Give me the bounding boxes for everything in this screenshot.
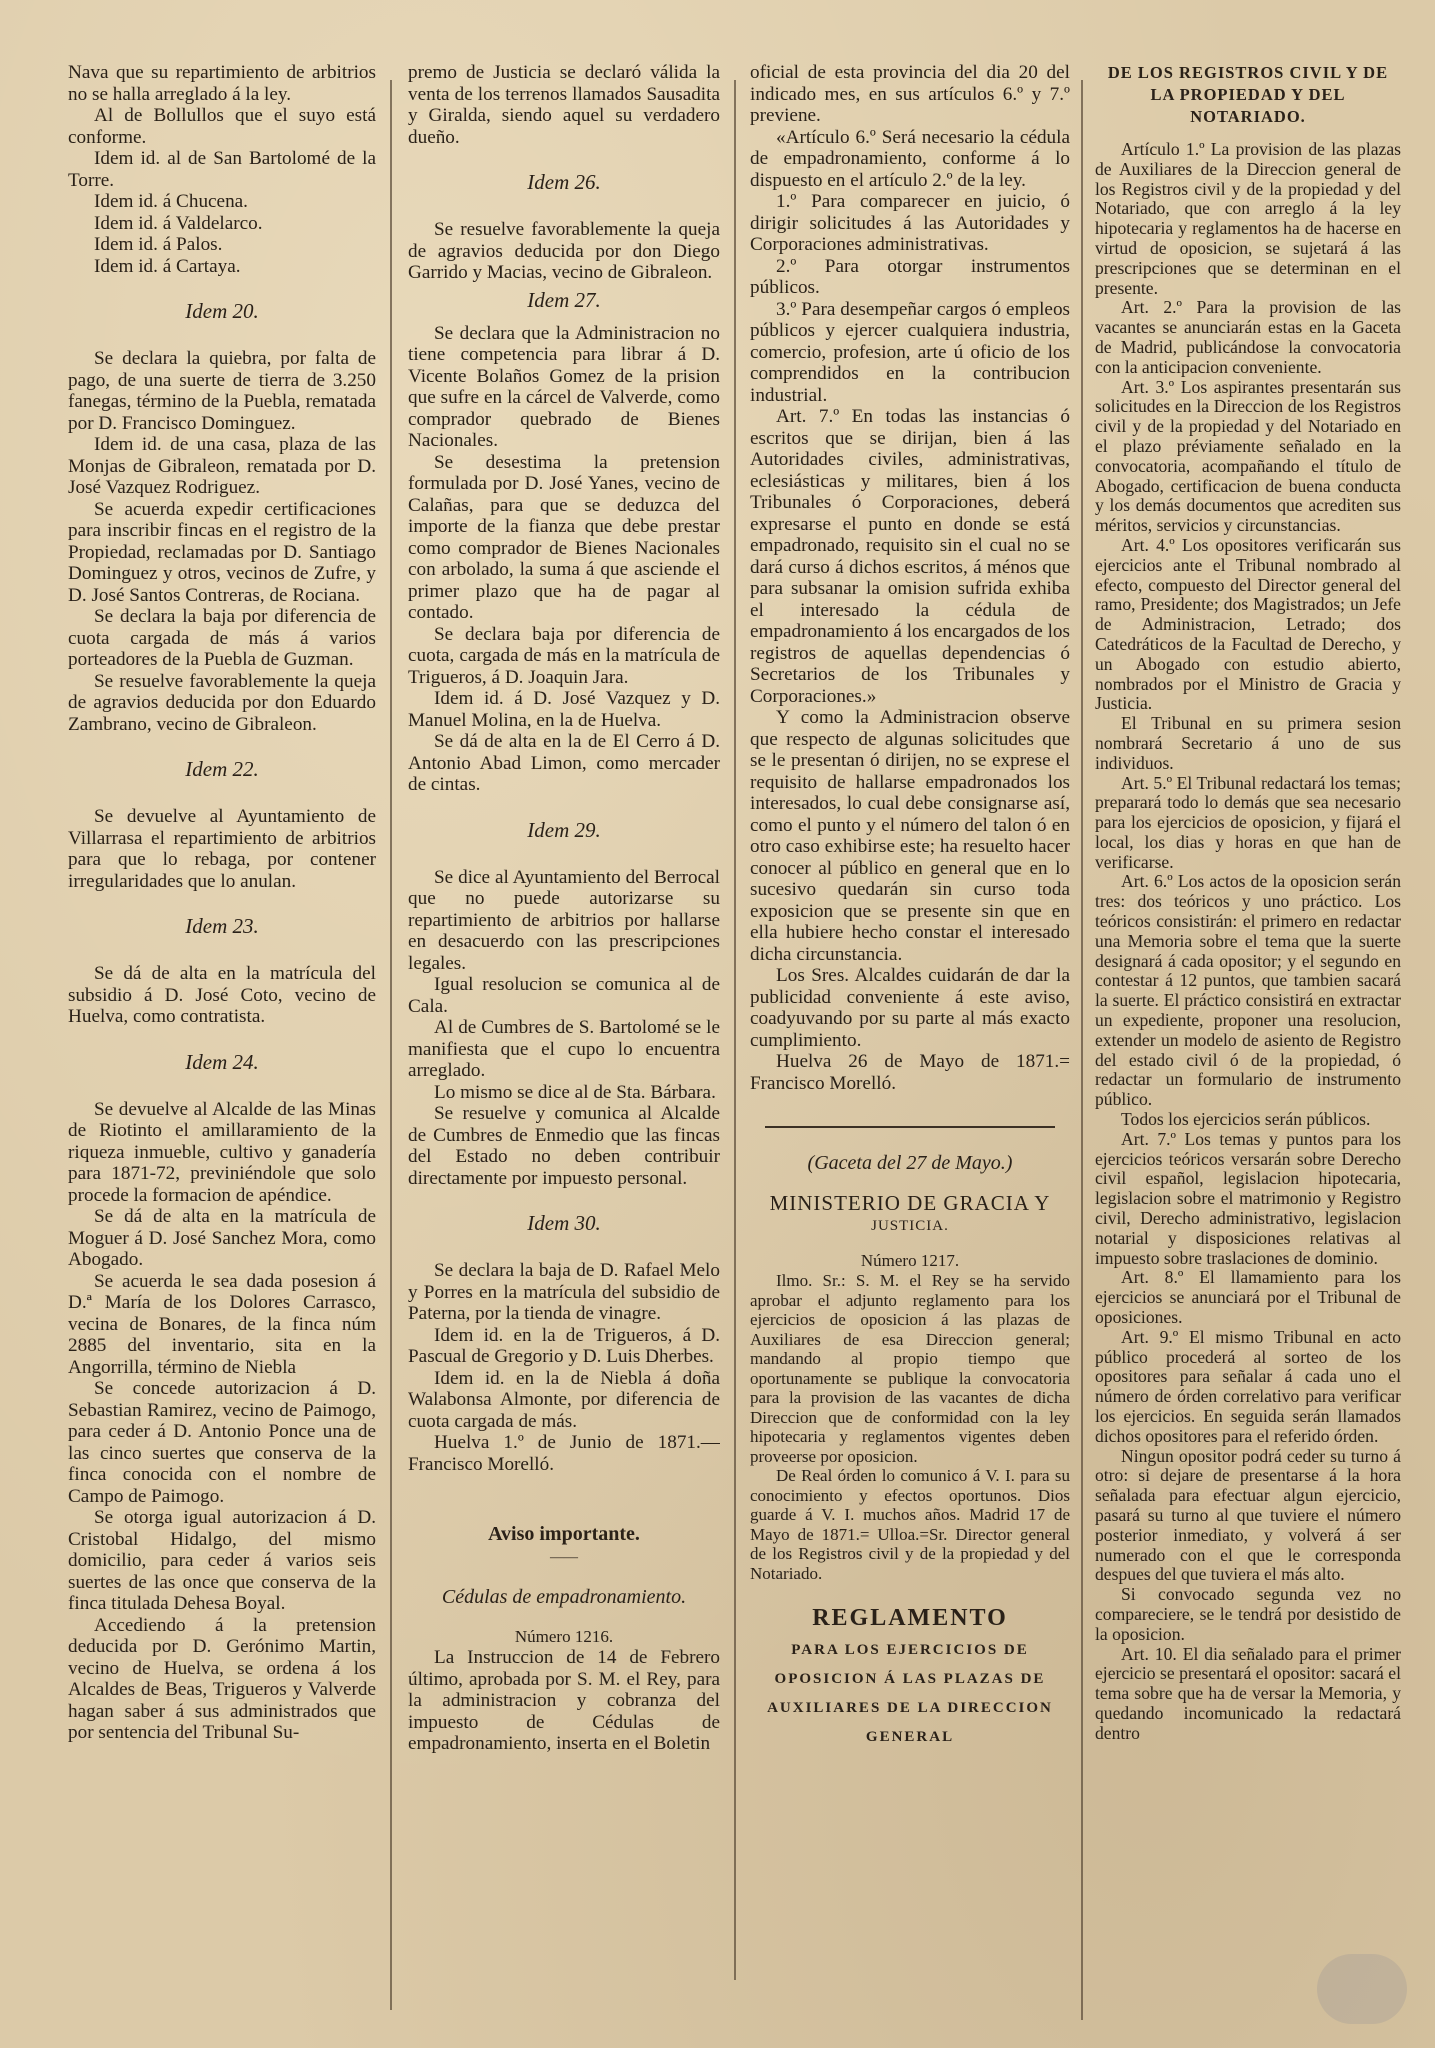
article-paragraph: Si convocado segunda vez no compareciere, se le tendrá por desistido de la oposicion. [1095,1584,1401,1644]
notice-heading: Aviso importante. [488,1523,640,1545]
gazette-reference: (Gaceta del 27 de Mayo.) [807,1152,1013,1174]
paragraph: Los Sres. Alcaldes cuidarán de dar la publicidad conveniente á este aviso, coadyuvando por su parte al más exacto cumplimiento. [750,965,1070,1051]
article-paragraph: Art. 8.º El llamamiento para los ejercicios se anunciará por el Tribunal de oposiciones. [1095,1267,1401,1328]
separator: —— [550,1550,578,1565]
paragraph: Idem id. al de San Bartolomé de la Torre. [68,148,376,191]
paragraph: Accediendo á la pretension deducida por D. Gerónimo Martin, vecino de Huelva, se ordena á los Alcaldes de Beas, Trigueros y Valverde hagan saber á sus administrados que por sentencia del Tribunal Su- [68,1614,376,1743]
regulation-title: REGLAMENTO [812,1605,1008,1631]
paragraph: Lo mismo se dice al de Sta. Bárbara. [434,1081,716,1103]
paragraph: 2.º Para otorgar instrumentos públicos. [750,255,1070,298]
ministry-title: MINISTERIO DE GRACIA Y [769,1191,1051,1215]
paragraph: Se concede autorizacion á D. Sebastian Ramirez, vecino de Paimogo, para ceder á D. Antonio Ponce una de las cinco suertes que conserva de la finca conocida con el nombre de Campo de Paimogo. [68,1378,376,1507]
date-heading: Idem 26. [527,170,601,194]
article-paragraph: Ningun opositor podrá ceder su turno á otro: si dejare de presentarse á la hora señalada para efectuar algun ejercicio, pasará su turno al que tuviere el número posterior inmediato, y volverá á ser numerado con el que le corresponda despues del que tuviera el más alto. [1095,1445,1401,1585]
paragraph: Se resuelve favorablemente la queja de agravios deducida por don Diego Garrido y Macias, vecino de Gibraleon. [408,219,720,283]
column-4 [1095,62,1401,2042]
paragraph: Idem id. á D. José Vazquez y D. Manuel Molina, en la de Huelva. [408,688,720,731]
paragraph: Se dice al Ayuntamiento del Berrocal que no puede autorizarse su repartimiento de arbitrios por hallarse en desacuerdo con las prescripciones legales. [408,866,720,974]
paragraph: Se declara la quiebra, por falta de pago, de una suerte de tierra de 3.250 fanegas, término de la Puebla, rematada por D. Francisco Dominguez. [68,348,376,434]
article-paragraph: Art. 2.º Para la provision de las vacantes se anunciarán estas en la Gaceta de Madrid, publicándose la convocatoria con la anticipacion conveniente. [1095,297,1401,377]
ministry-title-line2: JUSTICIA. [871,1218,949,1234]
paragraph: Idem id. en la de Niebla á doña Walabonsa Almonte, por diferencia de cuota cargada de más. [408,1367,720,1432]
article-paragraph: Todos los ejercicios serán públicos. [1121,1109,1371,1130]
decree-number: Número 1217. [860,1251,960,1270]
date-heading: Idem 24. [185,1049,259,1074]
paragraph: Igual resolucion se comunica al de Cala. [408,974,720,1017]
paragraph: premo de Justicia se declaró válida la venta de los terrenos llamados Sausadita y Giralda, siendo aquel su verdadero dueño. [408,62,720,148]
column-divider [734,80,736,1980]
article-paragraph: Art. 5.º El Tribunal redactará los temas; preparará todo lo demás que sea necesario para los ejercicios de oposicion, y fijará el local, los dias y horas en que han de verificarse. [1095,772,1401,872]
paragraph: Se devuelve al Alcalde de las Minas de Riotinto el amillaramiento de la riqueza inmueble, cultivo y ganadería para 1871-72, previniéndole que solo procede la formacion de apéndice. [68,1098,376,1206]
paragraph: Se acuerda le sea dada posesion á D.ª María de los Dolores Carrasco, vecina de Bonares, de la finca núm 2885 del inventario, sita en la Angorrilla, término de Niebla [68,1270,376,1378]
library-stamp-icon [1317,1954,1407,2024]
paragraph: Se dá de alta en la matrícula del subsidio á D. José Coto, vecino de Huelva, como contratista. [68,963,376,1027]
date-heading: Idem 20. [185,299,259,323]
paragraph: 1.º Para comparecer en juicio, ó dirigir solicitudes á las Autoridades y Corporaciones administrativas. [750,191,1070,255]
regulation-subtitle-continued: DE LOS REGISTROS CIVIL Y DE LA PROPIEDAD Y DEL NOTARIADO. [1107,63,1389,126]
paragraph: De Real órden lo comunico á V. I. para su conocimiento y efectos oportunos. Dios guarde á V. I. muchos años. Madrid 17 de Mayo de 1871.= Ulloa.=Sr. Director general de los Registros civil y de la propiedad y del Notariado. [750,1466,1070,1583]
paragraph: Nava que su repartimiento de arbitrios no se halla arreglado á la ley. [68,62,376,105]
column-1 [68,62,376,2042]
column-2 [408,62,720,2042]
signature-line: Huelva 1.º de Junio de 1871.— Francisco Morelló. [408,1432,720,1475]
column-3 [750,62,1070,2042]
column-divider [390,80,392,2010]
paragraph: Se acuerda expedir certificaciones para inscribir fincas en el registro de la Propiedad, reclamadas por D. Santiago Dominguez y otros, vecinos de Zufre, y D. José Santos Contreras, de Rociana. [68,498,376,606]
paragraph: Se resuelve y comunica al Alcalde de Cumbres de Enmedio que las fincas del Estado no deben contribuir directamente por impuesto personal. [408,1103,720,1189]
column-divider [1081,80,1083,2020]
paragraph: La Instruccion de 14 de Febrero último, aprobada por S. M. el Rey, para la administracion y cobranza del impuesto de Cédulas de empadronamiento, inserta en el Boletin [408,1647,720,1754]
article-paragraph: Art. 7.º Los temas y puntos para los ejercicios teóricos versarán sobre Derecho civil español, legislacion hipotecaria, legislacion sobre el matrimonio y Registro civil, Derecho administrativo, legislacion notarial y disposiciones relativas al impuesto sobre traslaciones de dominio. [1095,1128,1401,1268]
date-heading: Idem 29. [527,817,601,842]
paragraph: Se declara la baja por diferencia de cuota cargada de más á varios porteadores de la Puebla de Guzman. [68,606,376,670]
notice-subtitle: Cédulas de empadronamiento. [441,1586,687,1608]
date-heading: Idem 30. [527,1211,601,1235]
notice-number: Número 1216. [514,1627,614,1646]
date-heading: Idem 22. [185,757,259,781]
paragraph: Idem id. á Cartaya. [94,255,241,277]
paragraph: Idem id. en la de Trigueros, á D. Pascual de Gregorio y D. Luis Dherbes. [408,1324,720,1367]
paragraph: Se declara que la Administracion no tiene competencia para librar á D. Vicente Bolaños Gomez de la prision que sufre en la cárcel de Valverde, como comprador quebrado de Bienes Nacionales. [408,322,720,451]
paragraph: Se desestima la pretension formulada por D. José Yanes, vecino de Calañas, para que se deduzca del importe de la fianza que debe prestar como comprador de Bienes Nacionales con arbolado, la suma á que asciende el primer plazo que ha de pagar al contado. [408,451,720,623]
article-paragraph: Art. 9.º El mismo Tribunal en acto público procederá al sorteo de los opositores para señalar á cada uno el número de órden correlativo para verificar los ejercicios. En seguida serán llamados dichos opositores para el referido órden. [1095,1326,1401,1446]
article-paragraph: Art. 3.º Los aspirantes presentarán sus solicitudes en la Direccion de los Registros civil y de la propiedad y del Notariado en el plazo préviamente señalado en la convocatoria, acompañando el título de Abogado, certificacion de buena conducta y los demás documentos que acrediten sus méritos, servicios y circunstancias. [1095,376,1401,536]
regulation-subtitle: PARA LOS EJERCICIOS DE OPOSICION Á LAS PLAZAS DE AUXILIARES DE LA DIRECCION GENERAL [767,1642,1053,1745]
date-heading: Idem 27. [527,287,601,312]
paragraph: Idem id. de una casa, plaza de las Monjas de Gibraleon, rematada por D. José Vazquez Rodriguez. [68,434,376,498]
article-paragraph: Artículo 1.º La provision de las plazas de Auxiliares de la Direccion general de los Registros civil y de la propiedad y del Notariado, que con arreglo á la ley hipotecaria y reglamentos ha de hacerse en virtud de oposicion, se sujetará á las prescripciones que se determinan en el presente. [1095,139,1401,298]
paragraph: Se declara baja por diferencia de cuota, cargada de más en la matrícula de Trigueros, á D. Joaquin Jara. [408,623,720,688]
paragraph: Idem id. á Palos. [94,234,223,255]
article-paragraph: El Tribunal en su primera sesion nombrará Secretario á uno de sus individuos. [1095,713,1401,773]
paragraph: Idem id. á Chucena. [94,191,248,212]
paragraph: Se dá de alta en la matrícula de Moguer á D. José Sanchez Mora, como Abogado. [68,1206,376,1270]
paragraph: «Artículo 6.º Será necesario la cédula de empadronamiento, conforme á lo dispuesto en el artículo 2.º de la ley. [750,126,1070,191]
paragraph: Idem id. á Valdelarco. [94,212,263,234]
paragraph: Al de Cumbres de S. Bartolomé se le manifiesta que el cupo lo encuentra arreglado. [408,1017,720,1081]
paragraph: 3.º Para desempeñar cargos ó empleos públicos y ejercer cualquiera industria, comercio, profesion, arte ú oficio de los comprendidos en la contribucion industrial. [750,298,1070,406]
paragraph: oficial de esta provincia del dia 20 del indicado mes, en sus artículos 6.º y 7.º previene. [750,62,1070,126]
paragraph: Y como la Administracion observe que respecto de algunas solicitudes que se le presentan ó dirijen, no se exprese el requisito de hallarse empadronados los interesados, lo cual debe consignarse así, como el punto y el número del talon ó en otro caso exhibirse este; ha resuelto hacer conocer al público en general que en lo sucesivo quedarán sin curso toda exposicion que se presente sin que en ella hubiere hecho constar el interesado dicha circunstancia. [750,707,1070,965]
paragraph: Se otorga igual autorizacion á D. Cristobal Hidalgo, del mismo domicilio, para ceder á varios seis suertes de las once que conserva de la finca titulada Dehesa Boyal. [68,1507,376,1614]
article-paragraph: Art. 10. El dia señalado para el primer ejercicio se presentará el opositor: sacará el tema sobre que ha de versar la Memoria, y quedando incomunicado la redactará dentro [1095,1643,1401,1743]
date-heading: Idem 23. [185,914,259,938]
section-rule [765,1126,1055,1128]
article-paragraph: Art. 6.º Los actos de la oposicion serán tres: dos teóricos y uno práctico. Los teóricos consistirán: el primero en redactar una Memoria sobre el tema que la suerte designará á cada opositor; y el segundo en contestar á 12 puntos, que tambien sacará la suerte. El práctico consistirá en extractar un expediente, proponer una resolucion, extender un modelo de asiento de Registro del estado civil ó de la propiedad, ó redactar un formulario de instrumento público. [1095,871,1401,1110]
paragraph: Ilmo. Sr.: S. M. el Rey se ha servido aprobar el adjunto reglamento para los ejercicios de oposicion á las plazas de Auxiliares de esa Direccion general; mandando al propio tiempo que oportunamente se publique la convocatoria para la provision de las vacantes de dicha Direccion que de conformidad con la ley hipotecaria y reglamentos vigentes deben proveerse por oposicion. [750,1271,1070,1466]
paragraph: Art. 7.º En todas las instancias ó escritos que se dirijan, bien á las Autoridades civiles, administrativas, eclesiásticas y militares, bien á los Tribunales ó Corporaciones, deberá expresarse el punto en donde se está empadronado, requisito sin el cual no se dará curso á dichos escritos, á ménos que para subsanar la omision sufrida exhiba el interesado la cédula de empadronamiento á los encargados de los registros de aquellas dependencias ó Secretarios de los Tribunales y Corporaciones.» [750,406,1070,707]
article-paragraph: Art. 4.º Los opositores verificarán sus ejercicios ante el Tribunal nombrado al efecto, compuesto del Director general del ramo, Presidente; dos Magistrados; un Jefe de Administracion, Letrado; dos Catedráticos de la Facultad de Derecho, y un Abogado con estudio abierto, nombrados por el Ministro de Gracia y Justicia. [1095,534,1401,714]
paragraph: Se declara la baja de D. Rafael Melo y Porres en la matrícula del subsidio de Paterna, por la tienda de vinagre. [408,1260,720,1324]
signature-line: Huelva 26 de Mayo de 1871.= Francisco Morelló. [750,1051,1070,1094]
paragraph: Se dá de alta en la de El Cerro á D. Antonio Abad Limon, como mercader de cintas. [408,731,720,795]
paragraph: Al de Bollullos que el suyo está conforme. [68,105,376,148]
paragraph: Se resuelve favorablemente la queja de agravios deducida por don Eduardo Zambrano, vecino de Gibraleon. [68,670,376,735]
paragraph: Se devuelve al Ayuntamiento de Villarrasa el repartimiento de arbitrios para que lo rebaga, por contener irregularidades que lo anulan. [68,806,376,892]
